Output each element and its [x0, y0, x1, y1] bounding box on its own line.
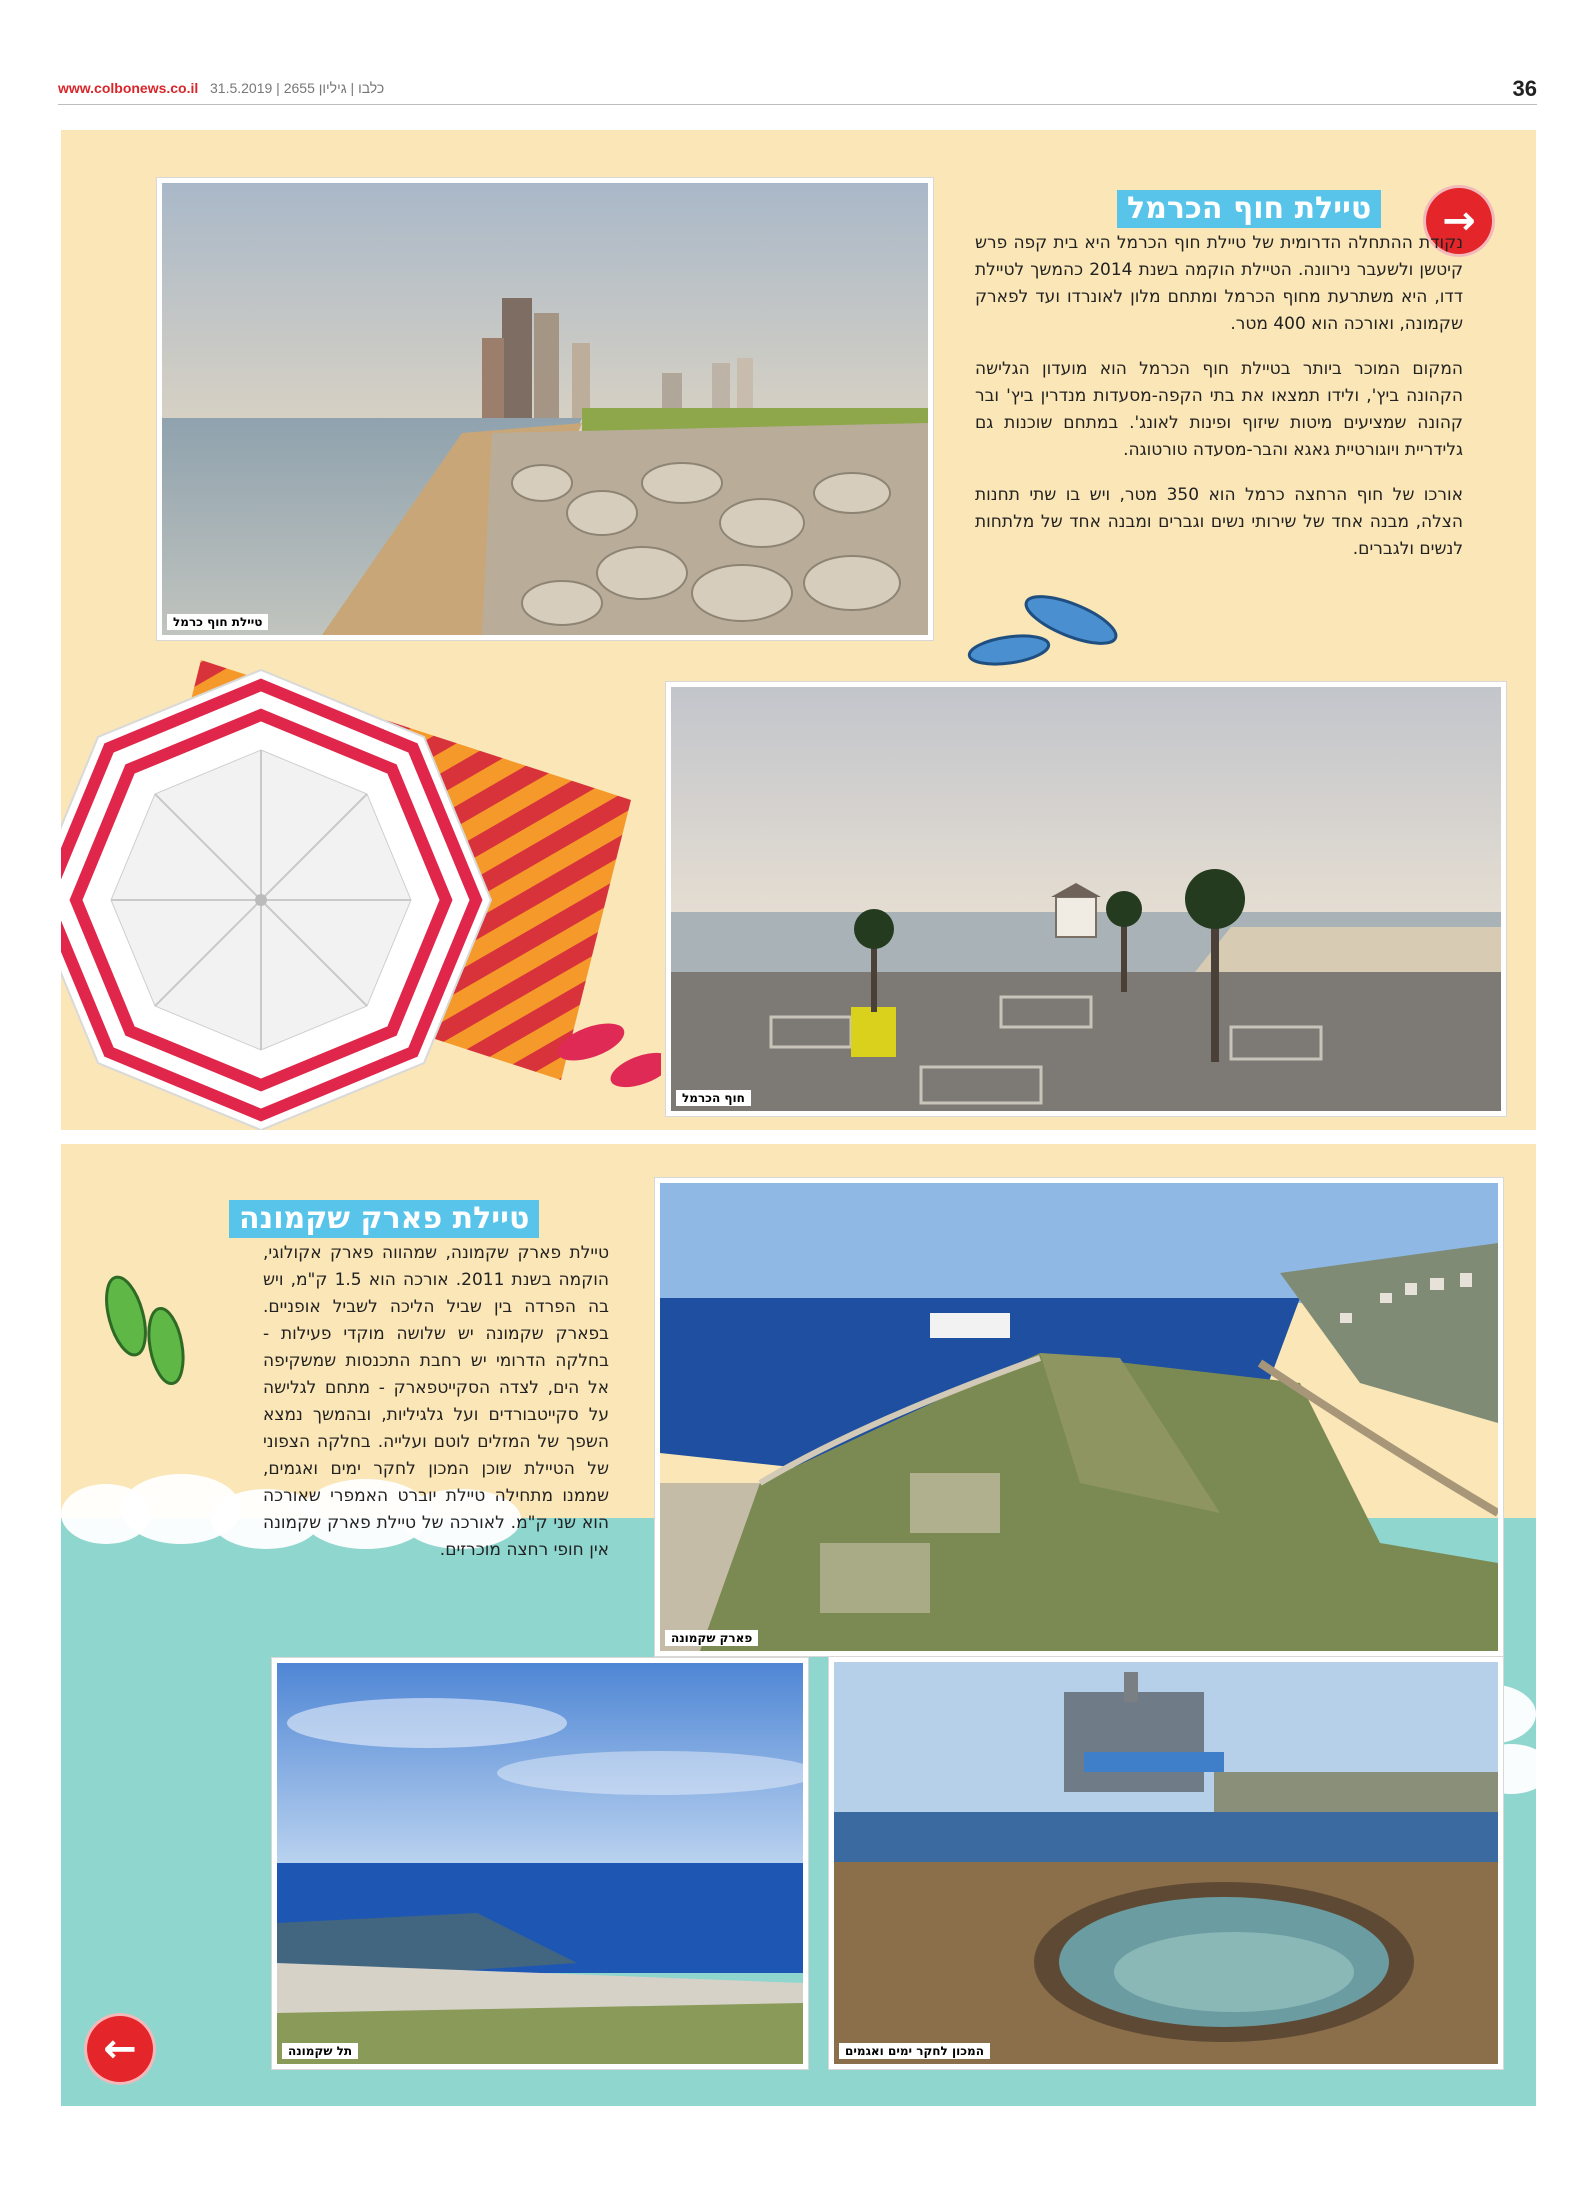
photo-caption: המכון לחקר ימים ואגמים: [839, 2043, 990, 2059]
flip-flops-icon: [81, 1266, 201, 1396]
photo-caption: פארק שקמונה: [665, 1630, 758, 1646]
shikmona-paragraph: טיילת פארק שקמונה, שמהווה פארק אקולוגי, הוקמה בשנת 2011. אורכה הוא 1.5 ק"מ, ויש בה הפרדה בין שביל הליכה לשביל אופניים. בפארק שקמונה יש שלושה מוקדי פעילות - בחלקה הדרומי יש רחבת התכנסות שמשקיפה אל הים, לצדה הסקייטפארק - מתחם לגלישה על סקייטבורדים ועל גלגיליות, ובהמשך נמצא השפך של המזלים לוטם ועלייה. בחלקה הצפוני של הטיילת שוכן המכון לחקר ימים ואגמים, שממנו מתחילה טיילת יוברט האמפרי שאורכה הוא שני ק"מ. לאורכה של טיילת פארק שקמונה אין חופי רחצה מוכרזים.: [263, 1243, 609, 1560]
carmel-paragraph-2: המקום המוכר ביותר בטיילת חוף הכרמל הוא מועדון הגלישה הקהונה ביץ', ולידו תמצאו את בתי הקפה-מסעדות מנדרין ביץ' ובר קהונה שמציעים מיטות שיזוף ופינות לאונג'. במתחם שוכנות גם גלידריית ויוגורטיית גאגא והבר-מסעדה טורטוגה.: [975, 359, 1463, 460]
photo-caption: טיילת חוף כרמל: [167, 614, 268, 630]
photo-carmel-promenade: [157, 178, 933, 640]
photo-caption: חוף הכרמל: [676, 1090, 751, 1106]
shikmona-article-text: [263, 1240, 609, 1582]
photo-tel-shikmona: [272, 1658, 808, 2069]
photo-oceanographic-institute: [829, 1657, 1503, 2069]
beach-umbrella-illustration: [61, 660, 661, 1130]
next-arrow-icon[interactable]: →: [1426, 188, 1492, 254]
carmel-article-text: [975, 230, 1463, 581]
header-divider: [58, 104, 1537, 105]
carmel-paragraph-3: אורכו של חוף הרחצה כרמל הוא 350 מטר, ויש בו שתי תחנות הצלה, מבנה אחד של שירותי נשים וגברים ומבנה אחד של מלתחות לנשים ולגברים.: [975, 485, 1464, 559]
flip-flops-icon: [961, 590, 1131, 670]
shikmona-section: [61, 1144, 1536, 2106]
photo-carmel-beach: [666, 682, 1506, 1116]
carmel-section: [61, 130, 1536, 1130]
issue-meta: כלבו | גיליון 2655 | 31.5.2019: [210, 80, 385, 96]
section-title-shikmona: טיילת פארק שקמונה: [229, 1200, 539, 1238]
carmel-paragraph-1: נקודת ההתחלה הדרומית של טיילת חוף הכרמל היא בית קפה פרש קיטשן ולשעבר נירוונה. הטיילת הוקמה בשנת 2014 כהמשך לטיילת דדו, היא משתרעת מחוף הכרמל ומתחם מלון לאונרדו ועד לפארק שקמונה, ואורכה הוא 400 מטר.: [975, 233, 1463, 334]
page-number: 36: [1512, 76, 1537, 101]
prev-arrow-icon[interactable]: ←: [87, 2016, 153, 2082]
photo-caption: תל שקמונה: [282, 2043, 358, 2059]
site-url[interactable]: www.colbonews.co.il: [58, 80, 199, 96]
photo-shikmona-park: [655, 1178, 1503, 1656]
section-title-carmel: טיילת חוף הכרמל: [1117, 190, 1381, 228]
